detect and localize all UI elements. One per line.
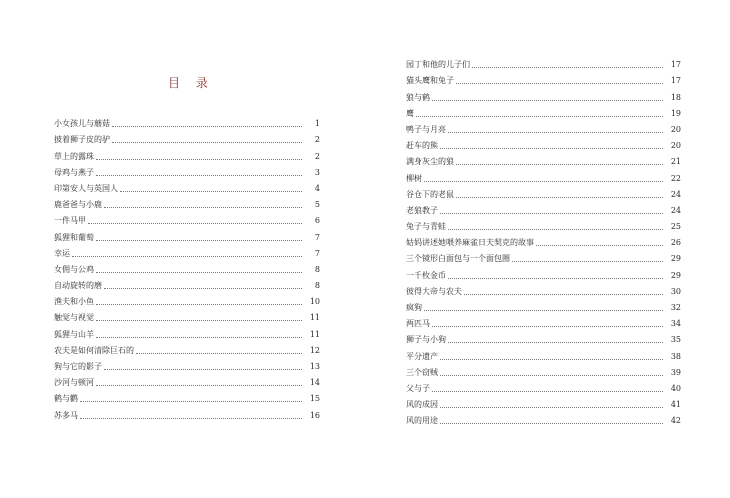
toc-entry [54, 259, 320, 275]
dot-leader [456, 164, 663, 165]
toc-entry-page-number: 19 [670, 108, 681, 118]
toc-entry-title: 赶车的熊 [406, 141, 438, 151]
toc-list-left [54, 113, 320, 421]
toc-entry-page-number: 17 [670, 76, 681, 86]
toc-entry-title: 鹰 [406, 108, 414, 118]
toc-entry [406, 70, 681, 86]
toc-entry-title: 风的成因 [406, 400, 438, 410]
dot-leader [440, 407, 663, 408]
toc-entry [406, 184, 681, 200]
toc-entry [406, 103, 681, 119]
dot-leader [448, 229, 663, 230]
toc-entry [406, 281, 681, 297]
toc-entry-title: 狐狸与山羊 [54, 329, 94, 339]
toc-entry-title: 沙河与顿河 [54, 378, 94, 388]
toc-entry-page-number: 2 [314, 151, 320, 161]
toc-entry [406, 135, 681, 151]
dot-leader [464, 294, 663, 295]
toc-entry [54, 178, 320, 194]
toc-entry [406, 167, 681, 183]
toc-entry [406, 345, 681, 361]
toc-entry-title: 印第安人与英国人 [54, 183, 118, 193]
toc-entry [406, 329, 681, 345]
toc-entry-page-number: 3 [314, 167, 320, 177]
toc-entry-title: 女佣与公鸡 [54, 264, 94, 274]
toc-entry [406, 232, 681, 248]
toc-entry-page-number: 13 [309, 362, 320, 371]
toc-entry-title: 狼与鹤 [406, 92, 430, 102]
toc-entry [54, 145, 320, 161]
dot-leader [536, 245, 663, 246]
toc-entry-page-number: 12 [309, 345, 320, 355]
dot-leader [96, 159, 302, 160]
toc-entry-title: 猫头鹰和兔子 [406, 76, 454, 86]
toc-entry-title: 小女孩儿与蘑菇 [54, 119, 110, 129]
toc-entry-page-number: 25 [670, 222, 681, 232]
toc-entry-title: 柳树 [406, 173, 422, 183]
toc-entry-page-number: 38 [670, 351, 681, 361]
toc-entry-title: 自动旋转的磨 [54, 281, 102, 291]
toc-entry [54, 275, 320, 291]
toc-entry-page-number: 32 [670, 303, 681, 312]
dot-leader [432, 326, 663, 327]
toc-entry-page-number: 20 [670, 124, 681, 134]
toc-entry [406, 378, 681, 394]
toc-entry-title: 园丁和他的儿子们 [406, 60, 470, 70]
toc-entry-title: 鸭子与月亮 [406, 124, 446, 134]
dot-leader [80, 401, 302, 402]
dot-leader [448, 342, 663, 343]
dot-leader [112, 142, 302, 143]
toc-entry-page-number: 41 [670, 400, 681, 410]
toc-entry-title: 触觉与视觉 [54, 313, 94, 323]
dot-leader [96, 240, 302, 241]
toc-entry-title: 风的用途 [406, 416, 438, 426]
toc-entry-page-number: 10 [309, 297, 320, 307]
toc-entry-title: 彼得大帝与农夫 [406, 286, 462, 296]
toc-entry [54, 210, 320, 226]
toc-entry [54, 323, 320, 339]
dot-leader [440, 359, 663, 360]
toc-entry-title: 老狼教子 [406, 205, 438, 215]
toc-entry-page-number: 8 [314, 281, 320, 291]
toc-entry-title: 三个镜形白面包与一个面包圈 [406, 254, 510, 264]
toc-entry [54, 307, 320, 323]
toc-entry [54, 340, 320, 356]
toc-entry-page-number: 40 [670, 383, 681, 393]
toc-entry-page-number: 42 [670, 416, 681, 426]
toc-entry-title: 狗与它的影子 [54, 362, 102, 371]
toc-entry [406, 119, 681, 135]
toc-entry [54, 372, 320, 388]
page-title: 目 录 [168, 76, 214, 90]
dot-leader [448, 278, 663, 279]
toc-entry-page-number: 26 [670, 238, 681, 248]
toc-entry-page-number: 4 [314, 183, 320, 193]
toc-entry-title: 狮子与小狗 [406, 335, 446, 345]
dot-leader [432, 100, 663, 101]
toc-entry [406, 54, 681, 70]
toc-entry-title: 兔子与青蛙 [406, 222, 446, 232]
dot-leader [416, 116, 663, 117]
toc-entry [406, 362, 681, 378]
dot-leader [472, 67, 663, 68]
toc-entry [406, 86, 681, 102]
dot-leader [440, 423, 663, 424]
toc-entry [54, 243, 320, 259]
toc-entry [54, 356, 320, 372]
dot-leader [424, 310, 663, 311]
toc-entry-title: 父与子 [406, 383, 430, 393]
toc-entry-page-number: 11 [309, 329, 320, 339]
toc-entry [406, 151, 681, 167]
toc-entry-title: 谷仓下的老鼠 [406, 189, 454, 199]
toc-entry-page-number: 34 [670, 319, 681, 329]
toc-entry [406, 394, 681, 410]
toc-entry [406, 216, 681, 232]
dot-leader [96, 175, 302, 176]
toc-entry [54, 113, 320, 129]
toc-entry-title: 苏多马 [54, 410, 78, 420]
toc-entry-page-number: 7 [314, 232, 320, 242]
toc-entry-title: 披着狮子皮的驴 [54, 135, 110, 145]
dot-leader [120, 191, 302, 192]
toc-entry-page-number: 21 [670, 157, 681, 167]
toc-entry-title: 鹤与鹳 [54, 394, 78, 404]
dot-leader [424, 181, 663, 182]
dot-leader [96, 272, 302, 273]
toc-entry [406, 410, 681, 426]
toc-entry-page-number: 30 [670, 286, 681, 296]
toc-entry-title: 渔夫和小鱼 [54, 297, 94, 307]
dot-leader [80, 418, 302, 419]
toc-entry [54, 226, 320, 242]
dot-leader [440, 213, 663, 214]
dot-leader [104, 288, 302, 289]
toc-entry [406, 313, 681, 329]
toc-entry-title: 狐狸和葡萄 [54, 232, 94, 242]
toc-entry-title: 一件马甲 [54, 216, 86, 226]
toc-entry-title: 满身灰尘的狼 [406, 157, 454, 167]
toc-entry-page-number: 39 [670, 367, 681, 377]
toc-entry-title: 三个窃贼 [406, 367, 438, 377]
toc-entry-page-number: 7 [314, 248, 320, 258]
toc-entry-page-number: 8 [314, 264, 320, 274]
dot-leader [440, 375, 663, 376]
toc-entry-title: 农夫是如何清除巨石的 [54, 345, 134, 355]
toc-entry-page-number: 14 [309, 378, 320, 388]
toc-entry-page-number: 11 [309, 313, 320, 323]
toc-entry [406, 264, 681, 280]
toc-entry [54, 129, 320, 145]
dot-leader [512, 261, 663, 262]
dot-leader [456, 83, 663, 84]
toc-entry-title: 母鸡与燕子 [54, 167, 94, 177]
toc-entry [54, 162, 320, 178]
toc-entry-page-number: 24 [670, 205, 681, 215]
toc-entry-title: 鹿爸爸与小鹿 [54, 200, 102, 210]
toc-entry-title: 幸运 [54, 248, 70, 258]
toc-entry [54, 388, 320, 404]
toc-entry-title: 姑妈讲述她喂养麻雀日夫契克的故事 [406, 238, 534, 248]
toc-entry-title: 平分遗产 [406, 351, 438, 361]
toc-entry-page-number: 20 [670, 141, 681, 151]
toc-entry [54, 194, 320, 210]
toc-list-right [406, 54, 681, 426]
dot-leader [440, 148, 663, 149]
toc-entry [54, 291, 320, 307]
toc-entry [406, 200, 681, 216]
toc-entry-title: 一千枚金币 [406, 270, 446, 280]
toc-entry-page-number: 29 [670, 254, 681, 264]
dot-leader [432, 391, 663, 392]
toc-entry-page-number: 18 [670, 92, 681, 102]
dot-leader [72, 256, 302, 257]
toc-entry-page-number: 24 [670, 189, 681, 199]
toc-entry [54, 404, 320, 420]
toc-entry [406, 248, 681, 264]
toc-entry-page-number: 16 [309, 410, 320, 420]
toc-entry-page-number: 35 [670, 335, 681, 345]
toc-entry-page-number: 1 [314, 119, 320, 129]
toc-entry-title: 草上的露珠 [54, 151, 94, 161]
dot-leader [96, 337, 302, 338]
dot-leader [96, 320, 302, 321]
toc-entry-page-number: 29 [670, 270, 681, 280]
dot-leader [136, 353, 302, 354]
dot-leader [104, 369, 302, 370]
dot-leader [88, 223, 302, 224]
toc-entry-page-number: 5 [314, 200, 320, 210]
dot-leader [96, 385, 302, 386]
toc-entry-title: 疯狗 [406, 303, 422, 312]
toc-entry [406, 297, 681, 313]
toc-entry-page-number: 6 [314, 216, 320, 226]
toc-entry-title: 两匹马 [406, 319, 430, 329]
dot-leader [104, 207, 302, 208]
dot-leader [456, 197, 663, 198]
toc-entry-page-number: 2 [314, 135, 320, 145]
dot-leader [112, 126, 302, 127]
dot-leader [448, 132, 663, 133]
right-page [365, 0, 730, 498]
toc-entry-page-number: 17 [670, 60, 681, 70]
toc-entry-page-number: 15 [309, 394, 320, 404]
toc-entry-page-number: 22 [670, 173, 681, 183]
dot-leader [96, 304, 302, 305]
